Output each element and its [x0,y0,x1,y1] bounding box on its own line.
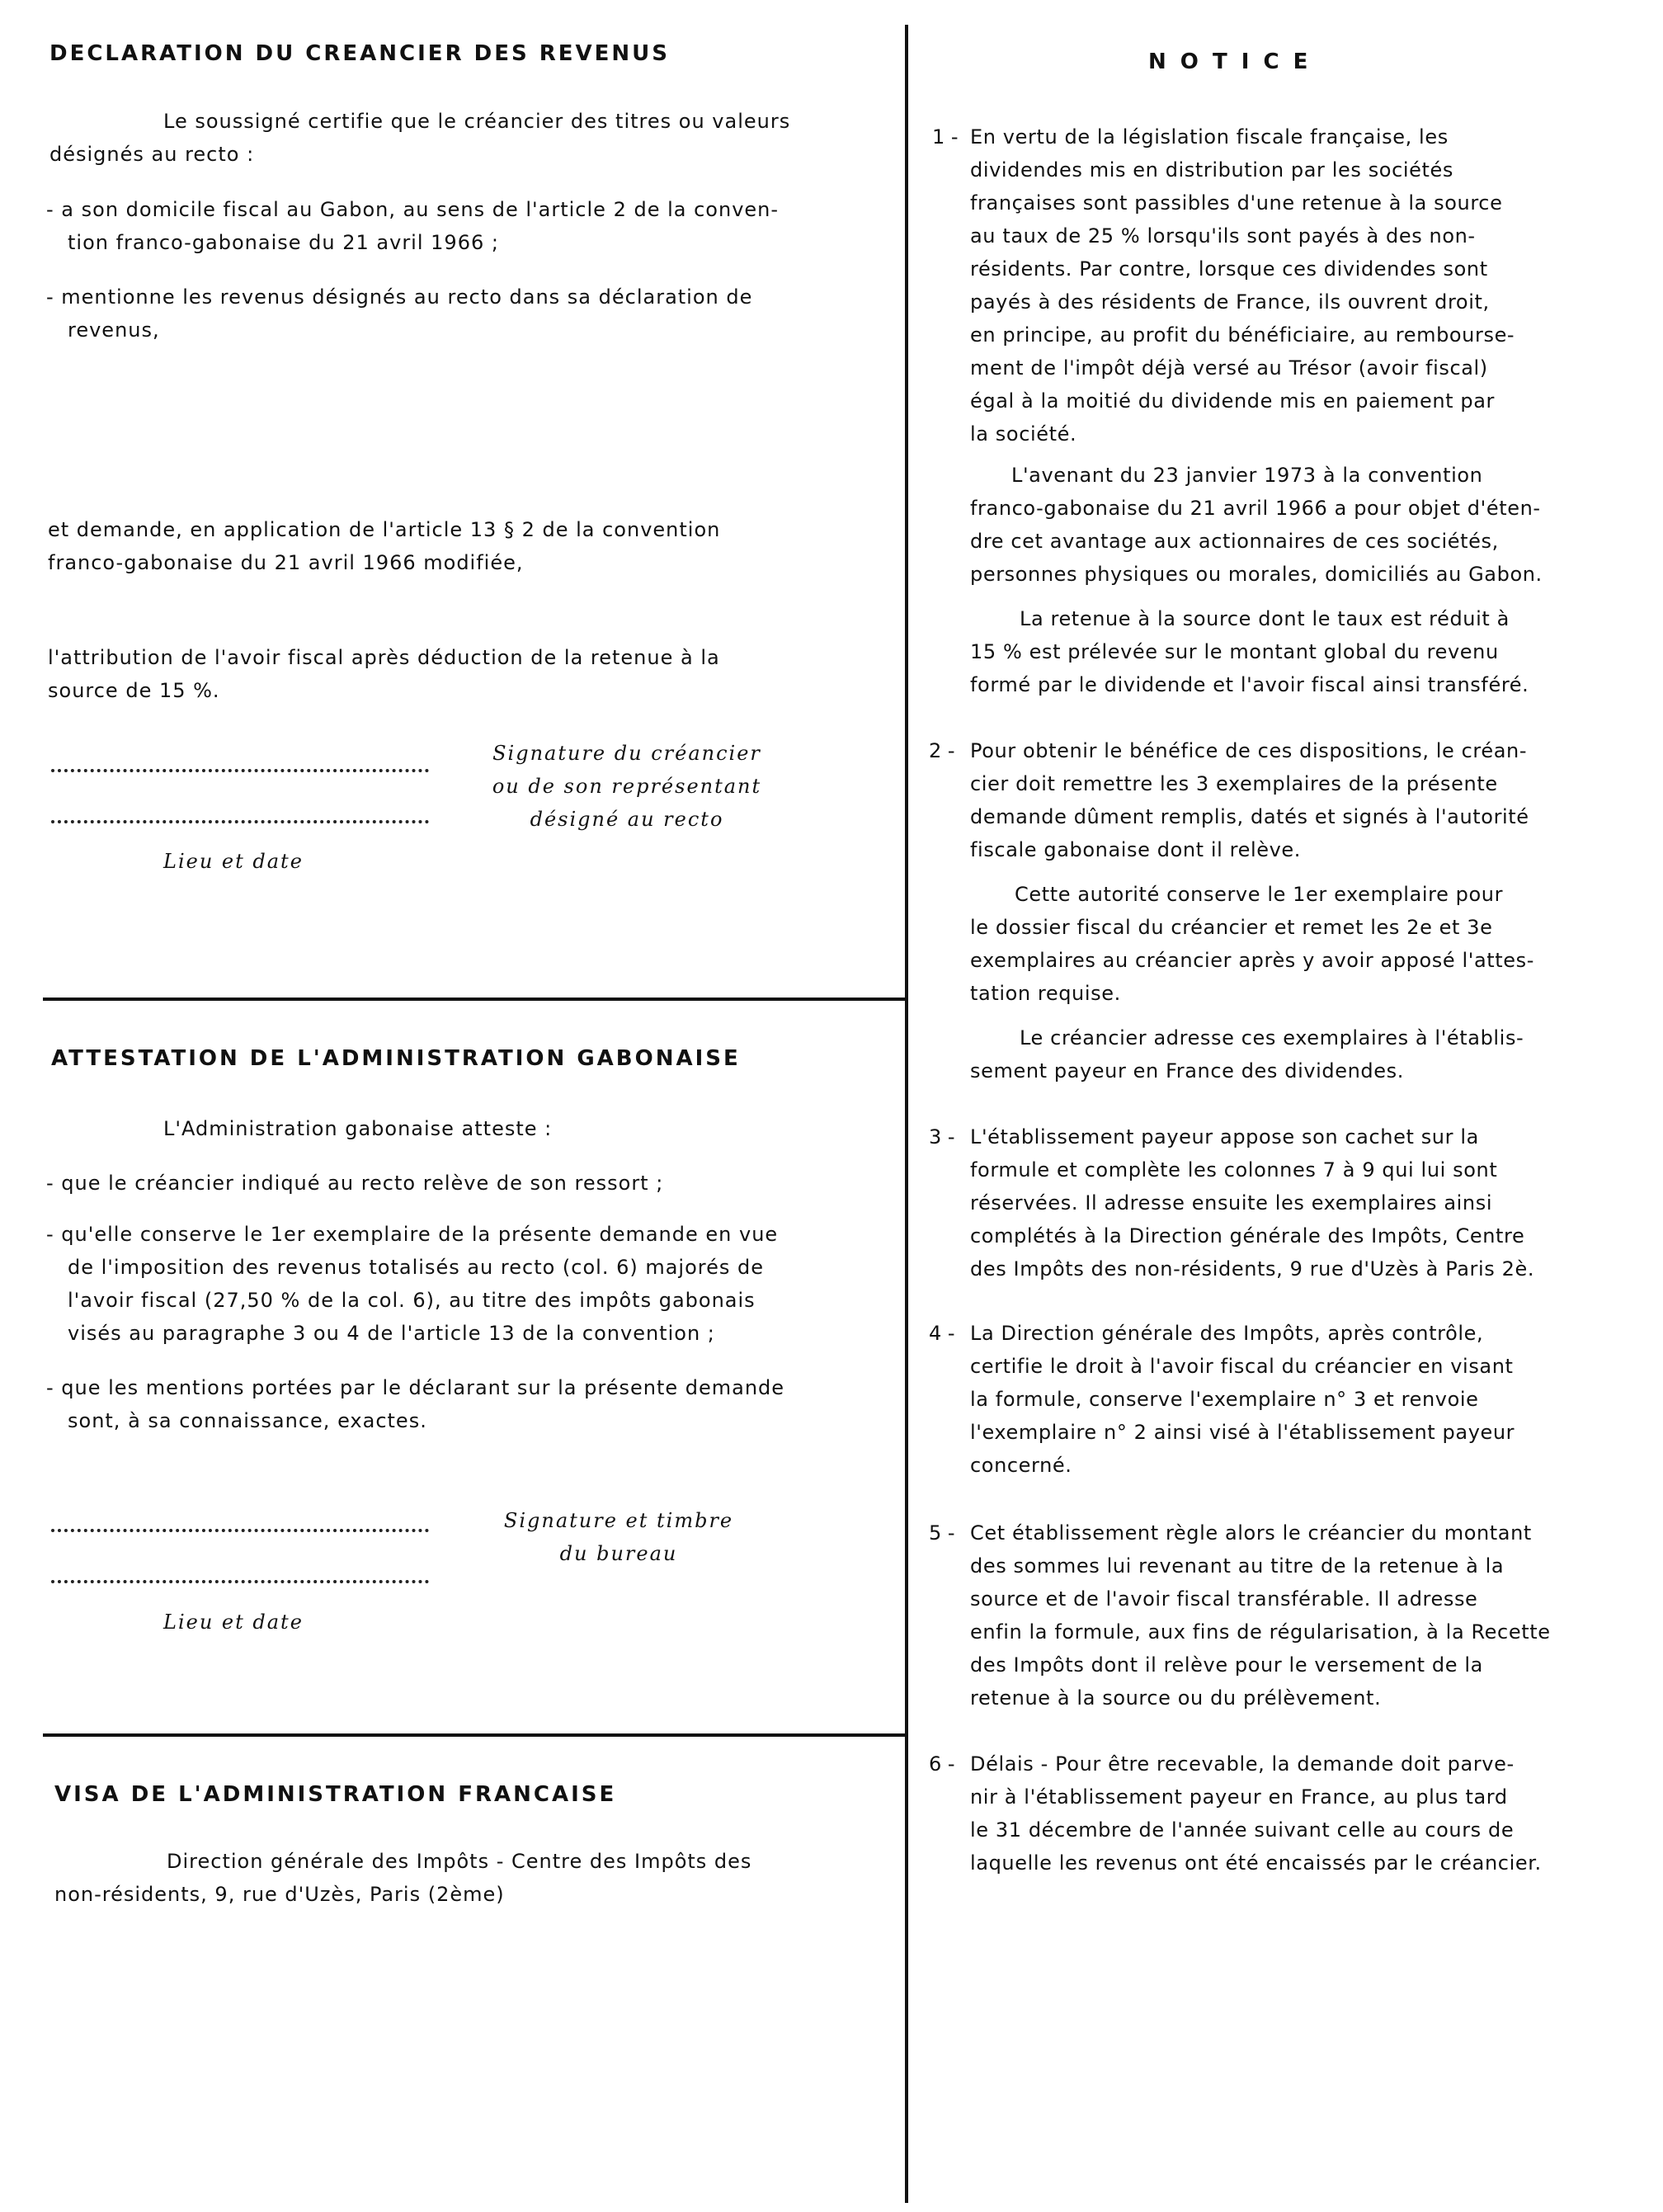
notice-line: Cet établissement règle alors le créancier du montant [970,1521,1532,1545]
notice-item-number: 2 - [929,739,955,762]
notice-line: Le créancier adresse ces exemplaires à l'établis- [1020,1026,1524,1049]
declaration-line: tion franco-gabonaise du 21 avril 1966 ; [68,231,499,254]
notice-line: 15 % est prélevée sur le montant global du revenu [970,640,1499,663]
notice-line: Délais - Pour être recevable, la demande doit parve- [970,1752,1515,1776]
declaration-line: franco-gabonaise du 21 avril 1966 modifiée, [48,551,524,574]
notice-line: sement payeur en France des dividendes. [970,1059,1404,1082]
signature-caption: du bureau [559,1542,678,1565]
notice-line: nir à l'établissement payeur en France, au plus tard [970,1785,1508,1809]
notice-line: le 31 décembre de l'année suivant celle au cours de [970,1818,1515,1842]
notice-line: Cette autorité conserve le 1er exemplaire pour [1015,883,1504,906]
notice-line: formule et complète les colonnes 7 à 9 qui lui sont [970,1158,1498,1181]
notice-line: demande dûment remplis, datés et signés à l'autorité [970,805,1529,828]
declaration-title: DECLARATION DU CREANCIER DES REVENUS [49,41,671,66]
notice-line: dre cet avantage aux actionnaires de ces sociétés, [970,530,1499,553]
declaration-line: source de 15 %. [48,679,220,702]
notice-line: le dossier fiscal du créancier et remet les 2e et 3e [970,916,1493,939]
signature-caption: Signature du créancier [492,742,761,765]
declaration-line: Le soussigné certifie que le créancier des titres ou valeurs [163,110,791,133]
attestation-line: - que les mentions portées par le déclarant sur la présente demande [46,1376,785,1399]
notice-line: laquelle les revenus ont été encaissés par le créancier. [970,1851,1542,1875]
attestation-line: - que le créancier indiqué au recto relève de son ressort ; [46,1172,664,1195]
notice-line: source et de l'avoir fiscal transférable. Il adresse [970,1587,1478,1611]
column-divider [905,25,908,2203]
notice-item-number: 6 - [929,1752,955,1776]
declaration-line: - a son domicile fiscal au Gabon, au sens de l'article 2 de la conven- [46,198,780,221]
notice-title: N O T I C E [1148,50,1312,74]
attestation-line: sont, à sa connaissance, exactes. [68,1409,427,1432]
attestation-line: L'Administration gabonaise atteste : [163,1117,553,1140]
notice-line: égal à la moitié du dividende mis en paiement par [970,389,1495,413]
section-divider [43,1733,905,1737]
notice-line: certifie le droit à l'avoir fiscal du créancier en visant [970,1355,1514,1378]
attestation-line: de l'imposition des revenus totalisés au recto (col. 6) majorés de [68,1256,765,1279]
signature-caption: désigné au recto [530,808,724,831]
attestation-line: - qu'elle conserve le 1er exemplaire de la présente demande en vue [46,1223,779,1246]
notice-line: ment de l'impôt déjà versé au Trésor (avoir fiscal) [970,356,1488,380]
notice-line: L'établissement payeur appose son cachet sur la [970,1125,1479,1148]
notice-line: résidents. Par contre, lorsque ces dividendes sont [970,257,1488,281]
signature-line [51,1529,429,1532]
section-divider [43,998,905,1001]
declaration-line: désignés au recto : [49,143,255,166]
declaration-line: l'attribution de l'avoir fiscal après déduction de la retenue à la [48,646,720,669]
notice-item-number: 1 - [932,125,959,149]
notice-line: la société. [970,422,1077,446]
visa-line: Direction générale des Impôts - Centre des Impôts des [167,1850,752,1873]
notice-item-number: 3 - [929,1125,955,1148]
notice-line: des Impôts des non-résidents, 9 rue d'Uzès à Paris 2è. [970,1257,1535,1281]
notice-line: Pour obtenir le bénéfice de ces dispositions, le créan- [970,739,1528,762]
notice-line: cier doit remettre les 3 exemplaires de la présente [970,772,1498,795]
notice-line: payés à des résidents de France, ils ouvrent droit, [970,290,1490,314]
notice-line: au taux de 25 % lorsqu'ils sont payés à des non- [970,224,1476,248]
declaration-line: - mentionne les revenus désignés au recto dans sa déclaration de [46,285,753,309]
notice-line: formé par le dividende et l'avoir fiscal ainsi transféré. [970,673,1529,696]
visa-line: non-résidents, 9, rue d'Uzès, Paris (2ème) [54,1883,505,1906]
notice-line: dividendes mis en distribution par les sociétés [970,158,1454,182]
signature-line [51,769,429,772]
signature-caption: ou de son représentant [492,775,762,798]
notice-item-number: 5 - [929,1521,955,1545]
notice-line: françaises sont passibles d'une retenue à la source [970,191,1503,215]
notice-line: La Direction générale des Impôts, après contrôle, [970,1322,1484,1345]
place-date-caption: Lieu et date [163,850,304,873]
notice-line: complétés à la Direction générale des Impôts, Centre [970,1224,1525,1247]
notice-line: fiscale gabonaise dont il relève. [970,838,1301,861]
notice-line: des Impôts dont il relève pour le versement de la [970,1653,1483,1677]
notice-line: des sommes lui revenant au titre de la retenue à la [970,1554,1505,1578]
notice-line: L'avenant du 23 janvier 1973 à la convention [1011,464,1483,487]
notice-line: réservées. Il adresse ensuite les exemplaires ainsi [970,1191,1493,1214]
notice-line: concerné. [970,1454,1072,1477]
notice-line: tation requise. [970,982,1121,1005]
notice-item-number: 4 - [929,1322,955,1345]
place-date-caption: Lieu et date [163,1611,304,1634]
declaration-line: revenus, [68,318,160,342]
notice-line: personnes physiques ou morales, domiciliés au Gabon. [970,563,1543,586]
notice-line: la formule, conserve l'exemplaire n° 3 et renvoie [970,1388,1479,1411]
attestation-line: visés au paragraphe 3 ou 4 de l'article 13 de la convention ; [68,1322,715,1345]
notice-line: franco-gabonaise du 21 avril 1966 a pour objet d'éten- [970,497,1541,520]
attestation-title: ATTESTATION DE L'ADMINISTRATION GABONAISE [51,1046,741,1071]
notice-line: La retenue à la source dont le taux est réduit à [1020,607,1510,630]
notice-line: enfin la formule, aux fins de régularisation, à la Recette [970,1620,1551,1644]
visa-title: VISA DE L'ADMINISTRATION FRANCAISE [54,1782,617,1807]
notice-line: En vertu de la législation fiscale française, les [970,125,1449,149]
notice-line: exemplaires au créancier après y avoir apposé l'attes- [970,949,1535,972]
place-date-line [51,1580,429,1583]
notice-line: en principe, au profit du bénéficiaire, au rembourse- [970,323,1515,347]
notice-line: retenue à la source ou du prélèvement. [970,1686,1382,1710]
notice-line: l'exemplaire n° 2 ainsi visé à l'établissement payeur [970,1421,1515,1444]
declaration-line: et demande, en application de l'article 13 § 2 de la convention [48,518,721,541]
attestation-line: l'avoir fiscal (27,50 % de la col. 6), au titre des impôts gabonais [68,1289,756,1312]
signature-caption: Signature et timbre [503,1509,734,1532]
place-date-line [51,820,429,823]
